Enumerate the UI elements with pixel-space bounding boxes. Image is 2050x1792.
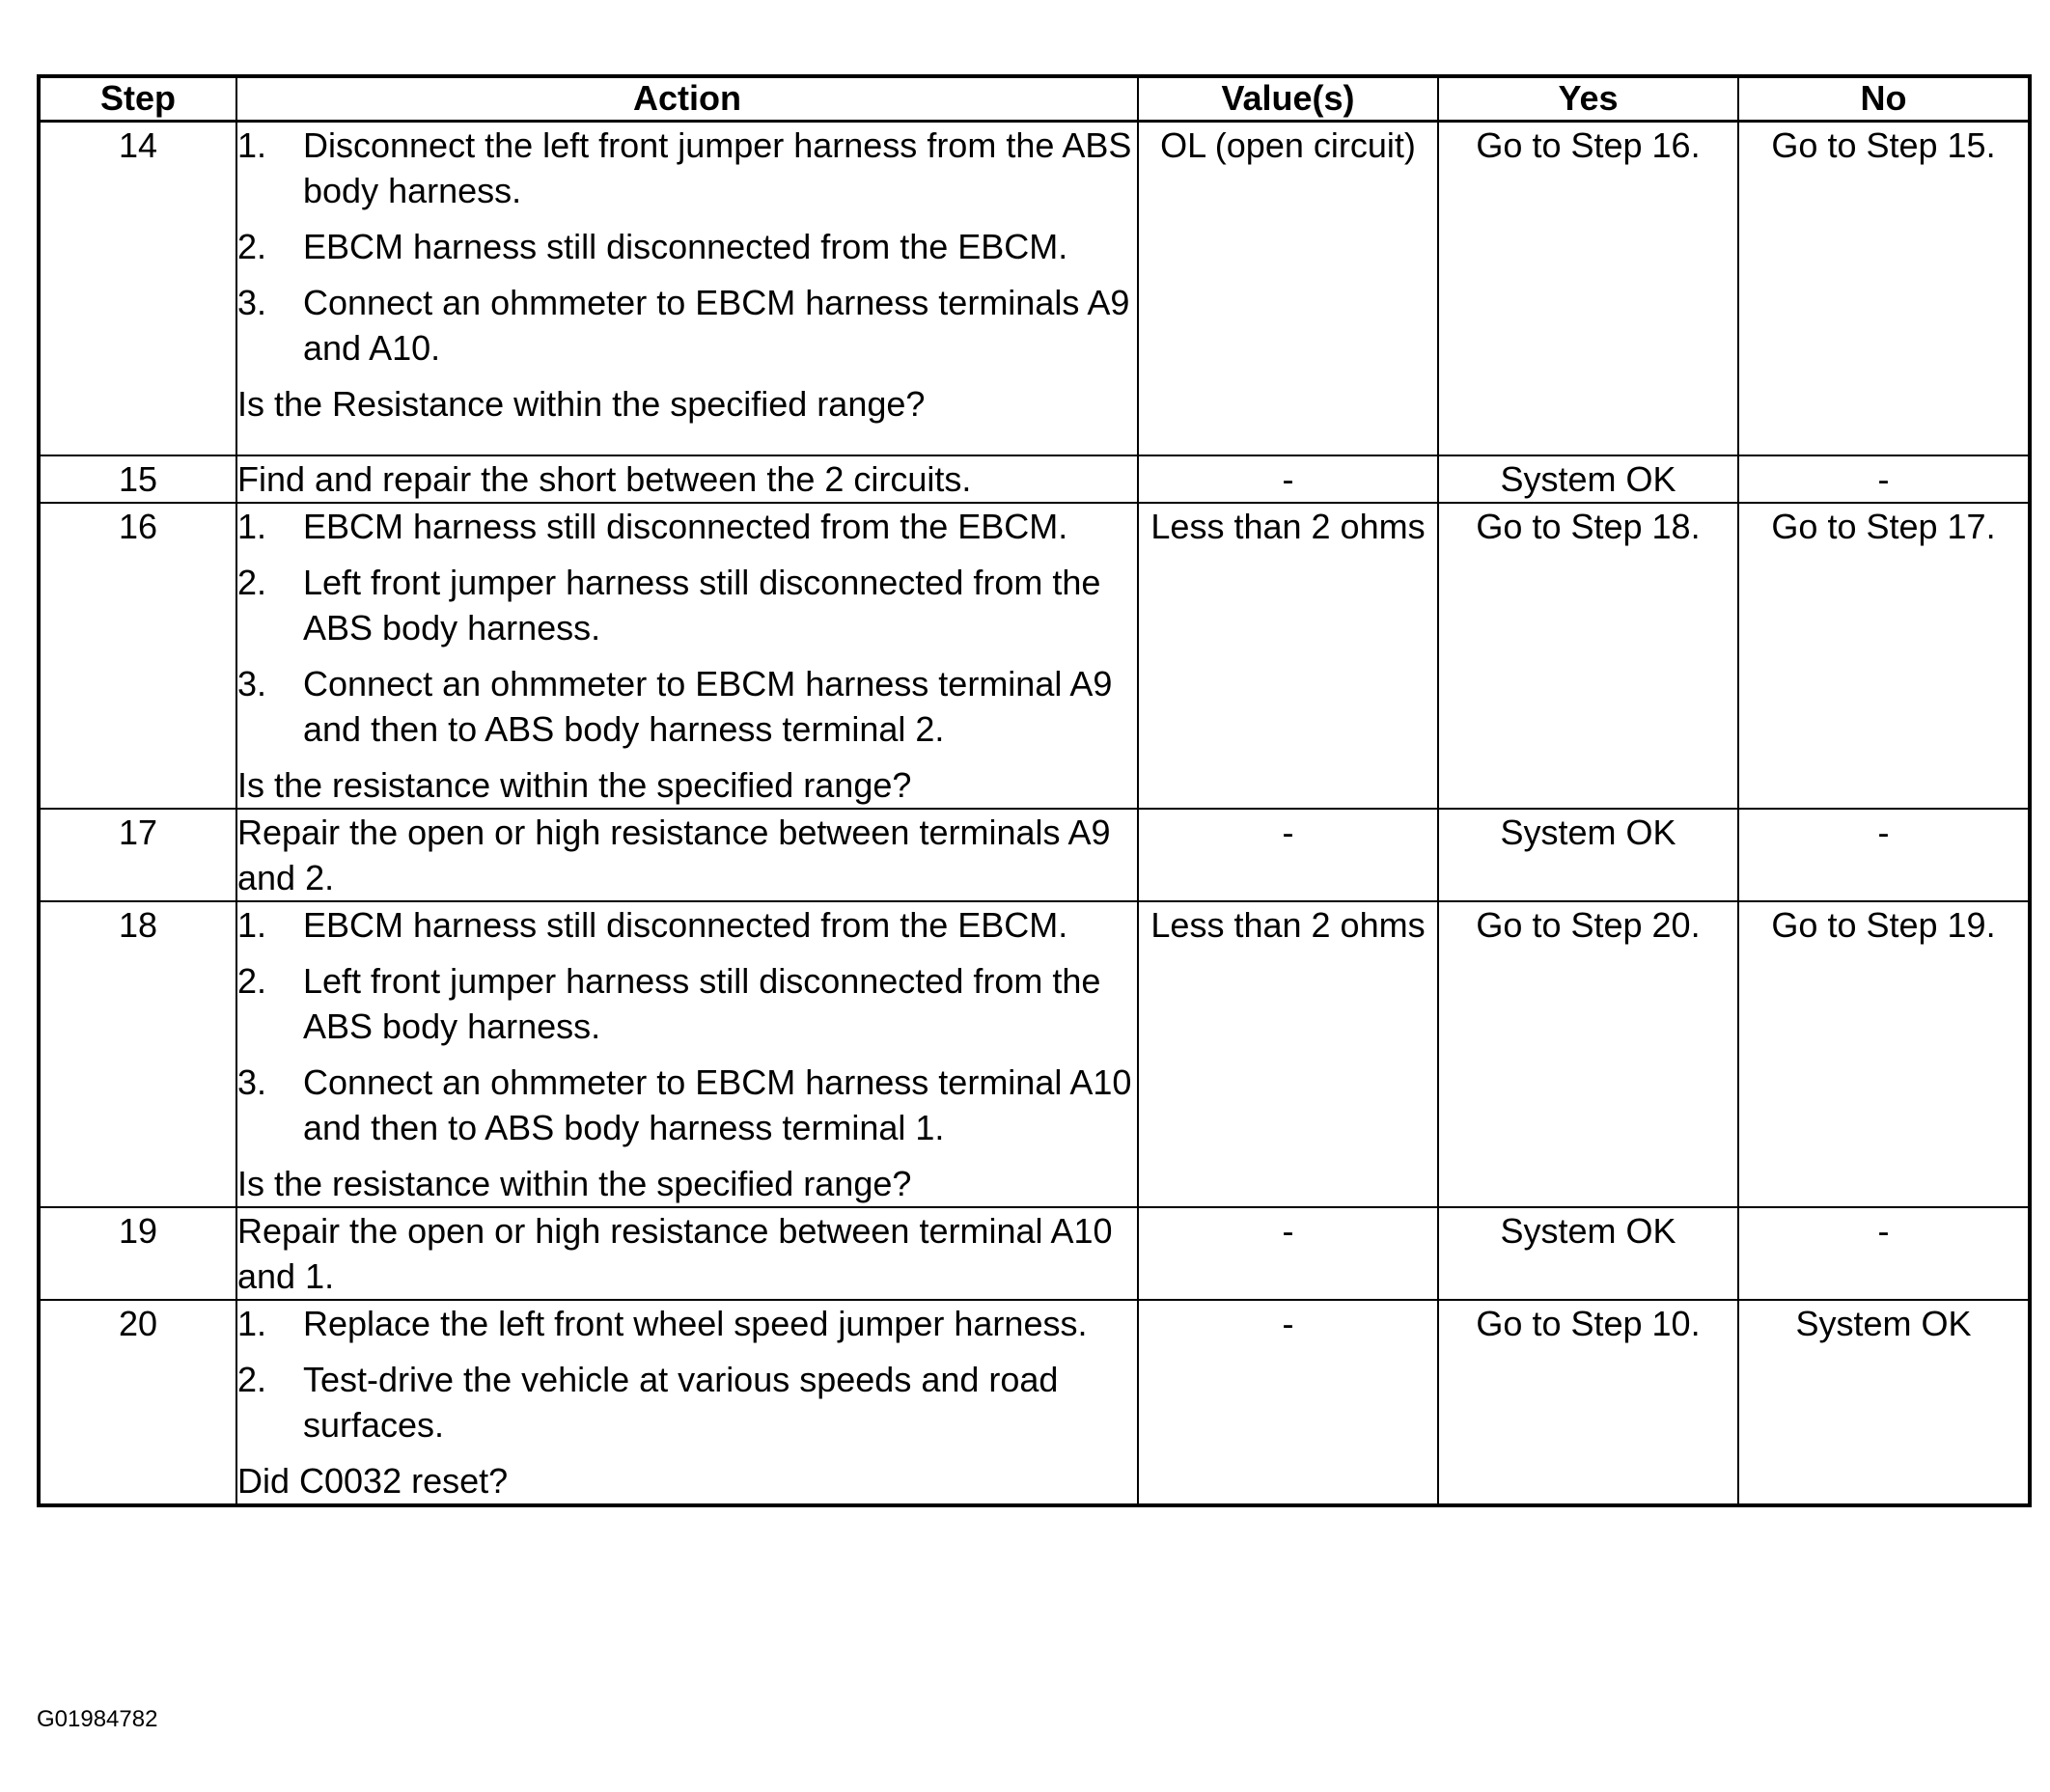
action-question: Is the resistance within the specified range?	[237, 764, 912, 805]
yes-cell: System OK	[1438, 1207, 1738, 1300]
action-question: Did C0032 reset?	[237, 1460, 509, 1501]
action-step	[237, 123, 1137, 213]
action-step	[237, 504, 1137, 549]
value-cell: -	[1138, 455, 1438, 503]
value-cell: -	[1138, 809, 1438, 901]
action-step-number: 3.	[237, 1061, 267, 1102]
action-step-text: Disconnect the left front jumper harness from the ABS body harness.	[303, 125, 1132, 210]
no-cell: System OK	[1738, 1300, 2030, 1505]
yes-cell: Go to Step 18.	[1438, 503, 1738, 809]
action-question: Is the resistance within the specified range?	[237, 1163, 912, 1203]
step-number: 15	[39, 455, 236, 503]
action-steps-list	[237, 123, 1137, 371]
action-step-text: Test-drive the vehicle at various speeds and road surfaces.	[303, 1359, 1059, 1445]
table-row	[39, 809, 2030, 901]
table-header-row	[39, 76, 2030, 122]
action-step-text: EBCM harness still disconnected from the EBCM.	[303, 904, 1068, 945]
yes-cell: Go to Step 10.	[1438, 1300, 1738, 1505]
action-step	[237, 560, 1137, 650]
action-cell	[236, 901, 1138, 1207]
action-text: Repair the open or high resistance between terminals A9 and 2.	[237, 812, 1111, 897]
figure-id: G01984782	[37, 1706, 158, 1732]
value-cell: OL (open circuit)	[1138, 122, 1438, 455]
action-steps-list	[237, 1301, 1137, 1447]
action-step	[237, 1301, 1137, 1346]
step-number: 17	[39, 809, 236, 901]
value-cell: Less than 2 ohms	[1138, 901, 1438, 1207]
step-number: 18	[39, 901, 236, 1207]
step-number: 16	[39, 503, 236, 809]
no-cell: -	[1738, 455, 2030, 503]
action-step-text: Left front jumper harness still disconnected from the ABS body harness.	[303, 960, 1101, 1046]
action-step	[237, 224, 1137, 269]
action-step	[237, 1060, 1137, 1150]
yes-cell: System OK	[1438, 809, 1738, 901]
action-step-number: 2.	[237, 1359, 267, 1399]
action-step-number: 3.	[237, 663, 267, 703]
table-row	[39, 901, 2030, 1207]
action-step-text: Connect an ohmmeter to EBCM harness terminal A10 and then to ABS body harness terminal 1.	[303, 1061, 1132, 1147]
yes-cell: System OK	[1438, 455, 1738, 503]
action-step-number: 2.	[237, 960, 267, 1001]
no-cell: -	[1738, 809, 2030, 901]
step-number: 14	[39, 122, 236, 455]
action-step-text: Connect an ohmmeter to EBCM harness terminal A9 and then to ABS body harness terminal 2.	[303, 663, 1113, 749]
value-cell: Less than 2 ohms	[1138, 503, 1438, 809]
table-row	[39, 503, 2030, 809]
action-step	[237, 661, 1137, 752]
action-step-number: 2.	[237, 227, 267, 266]
action-step	[237, 280, 1137, 371]
no-cell: -	[1738, 1207, 2030, 1300]
action-text: Find and repair the short between the 2 circuits.	[237, 458, 972, 499]
action-step	[237, 958, 1137, 1049]
no-cell: Go to Step 19.	[1738, 901, 2030, 1207]
action-question: Is the Resistance within the specified range?	[237, 384, 926, 424]
action-cell	[236, 1207, 1138, 1300]
header-step: Step	[39, 76, 236, 122]
action-step-number: 1.	[237, 904, 267, 945]
table-row	[39, 1207, 2030, 1300]
action-step-text: Connect an ohmmeter to EBCM harness terminals A9 and A10.	[303, 283, 1130, 368]
action-cell	[236, 455, 1138, 503]
header-values: Value(s)	[1138, 76, 1438, 122]
value-cell: -	[1138, 1207, 1438, 1300]
table-row	[39, 122, 2030, 455]
action-step-number: 1.	[237, 1303, 267, 1343]
step-number: 20	[39, 1300, 236, 1505]
header-yes: Yes	[1438, 76, 1738, 122]
step-number: 19	[39, 1207, 236, 1300]
yes-cell: Go to Step 16.	[1438, 122, 1738, 455]
no-cell: Go to Step 17.	[1738, 503, 2030, 809]
action-step-number: 1.	[237, 506, 267, 546]
table-row	[39, 1300, 2030, 1505]
table-body	[39, 122, 2030, 1505]
no-cell: Go to Step 15.	[1738, 122, 2030, 455]
action-step-text: EBCM harness still disconnected from the EBCM.	[303, 227, 1068, 266]
action-step-number: 2.	[237, 562, 267, 602]
action-step-text: Left front jumper harness still disconnected from the ABS body harness.	[303, 562, 1101, 648]
action-steps-list	[237, 902, 1137, 1150]
table-row	[39, 455, 2030, 503]
action-cell	[236, 122, 1138, 455]
action-step-number: 1.	[237, 125, 267, 165]
action-step-number: 3.	[237, 283, 267, 322]
value-cell: -	[1138, 1300, 1438, 1505]
action-cell	[236, 1300, 1138, 1505]
action-step	[237, 1357, 1137, 1447]
action-cell	[236, 809, 1138, 901]
action-step-text: Replace the left front wheel speed jumper harness.	[303, 1303, 1088, 1343]
action-step-text: EBCM harness still disconnected from the EBCM.	[303, 506, 1068, 546]
action-steps-list	[237, 504, 1137, 752]
header-action: Action	[236, 76, 1138, 122]
header-no: No	[1738, 76, 2030, 122]
action-step	[237, 902, 1137, 948]
action-cell	[236, 503, 1138, 809]
action-text: Repair the open or high resistance between terminal A10 and 1.	[237, 1210, 1113, 1296]
yes-cell: Go to Step 20.	[1438, 901, 1738, 1207]
diagnostic-table	[37, 74, 2032, 1507]
